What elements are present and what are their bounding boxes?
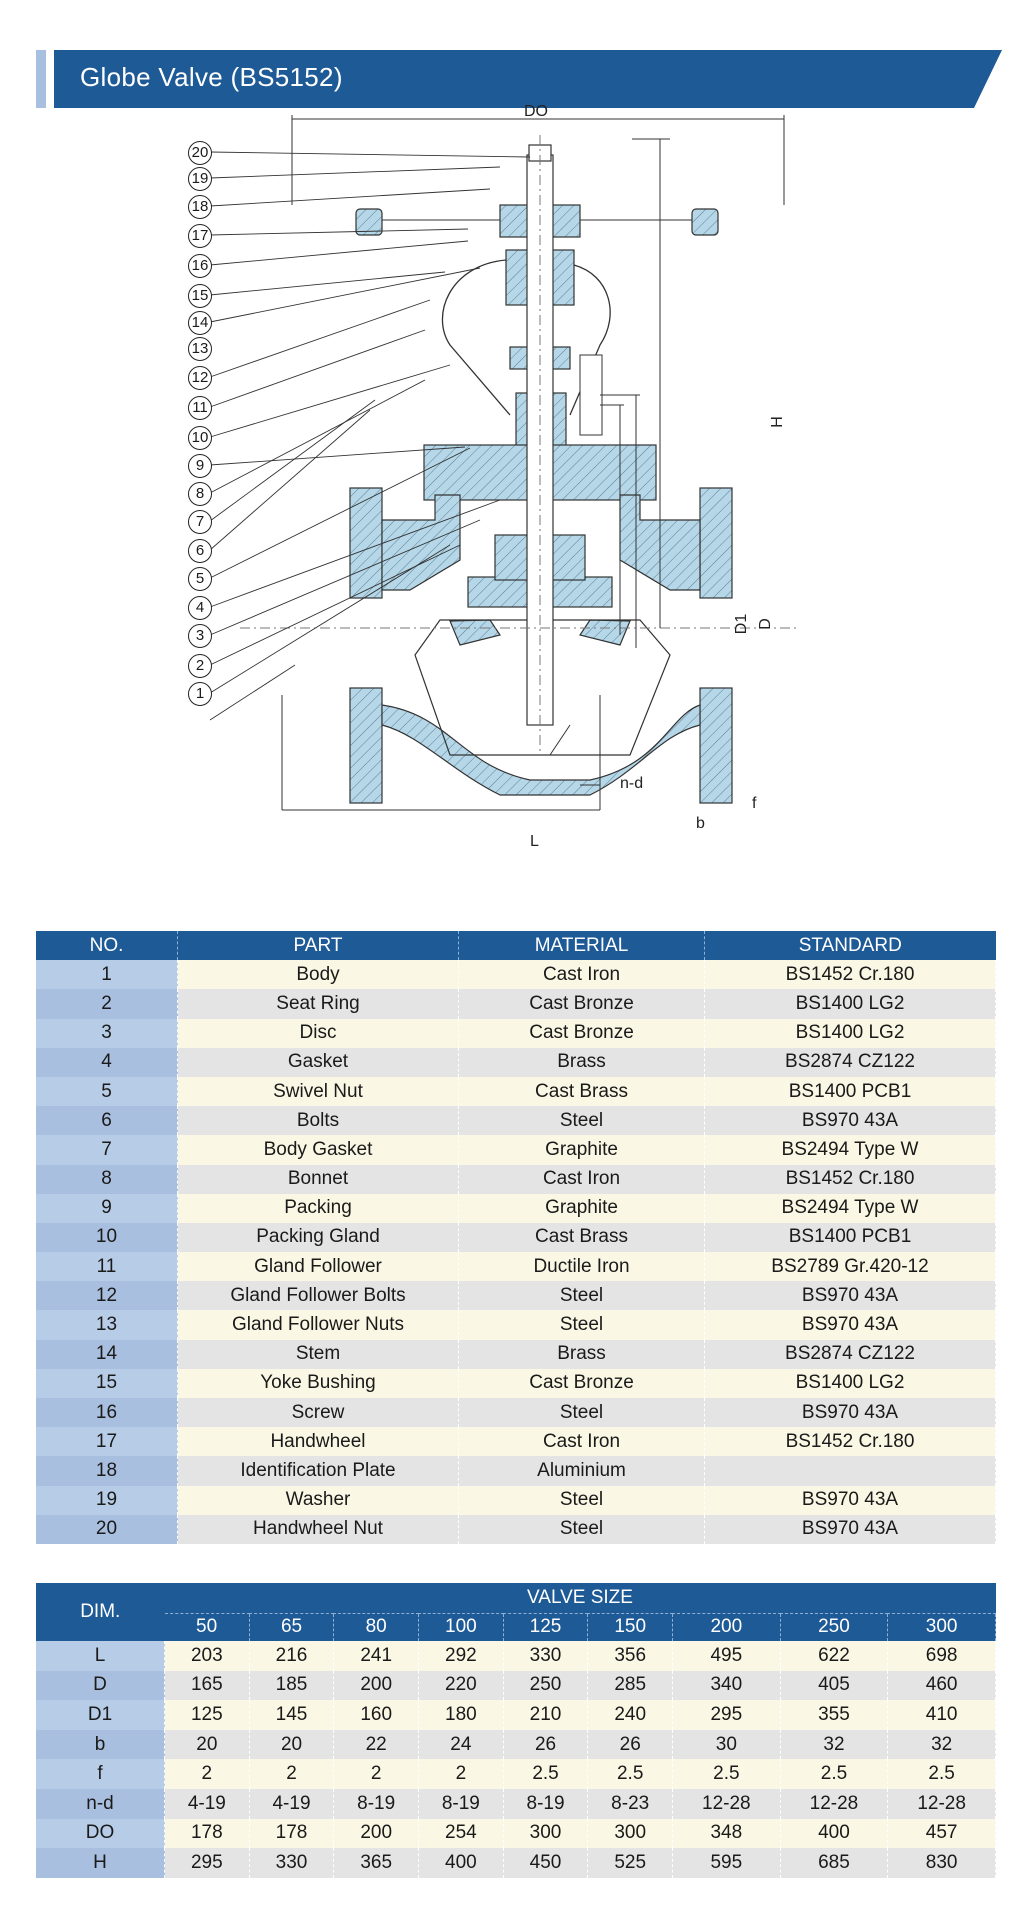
dim-value: 165 xyxy=(165,1671,250,1701)
table-row xyxy=(36,1700,996,1730)
dim-value: 145 xyxy=(249,1700,334,1730)
callout-11: 11 xyxy=(188,396,212,420)
valve-size-header: 100 xyxy=(419,1613,504,1641)
dim-value: 22 xyxy=(334,1730,419,1760)
part-standard: BS970 43A xyxy=(705,1515,996,1544)
dim-value: 4-19 xyxy=(165,1789,250,1819)
part-no: 19 xyxy=(36,1486,178,1515)
callout-15: 15 xyxy=(188,284,212,308)
dim-label-b: b xyxy=(696,815,705,832)
dim-label-f: f xyxy=(752,795,757,812)
part-material: Cast Iron xyxy=(459,1427,705,1456)
part-name: Gland Follower Nuts xyxy=(178,1310,459,1339)
dim-value: 285 xyxy=(588,1671,673,1701)
part-no: 12 xyxy=(36,1281,178,1310)
header-valve-size: VALVE SIZE xyxy=(165,1583,996,1613)
part-standard: BS1452 Cr.180 xyxy=(705,1427,996,1456)
callout-2: 2 xyxy=(188,654,212,678)
part-material: Steel xyxy=(459,1310,705,1339)
callout-4: 4 xyxy=(188,596,212,620)
dim-label: n-d xyxy=(36,1789,165,1819)
dim-value: 450 xyxy=(503,1848,588,1878)
part-standard: BS970 43A xyxy=(705,1310,996,1339)
dim-value: 250 xyxy=(503,1671,588,1701)
callout-1: 1 xyxy=(188,682,212,706)
dim-value: 2 xyxy=(249,1759,334,1789)
valve-size-header: 65 xyxy=(249,1613,334,1641)
table-row xyxy=(36,1848,996,1878)
callout-19: 19 xyxy=(188,167,212,191)
part-no: 16 xyxy=(36,1398,178,1427)
part-no: 17 xyxy=(36,1427,178,1456)
part-no: 14 xyxy=(36,1340,178,1369)
part-standard: BS2494 Type W xyxy=(705,1135,996,1164)
callout-10: 10 xyxy=(188,426,212,450)
part-name: Disc xyxy=(178,1019,459,1048)
part-no: 2 xyxy=(36,989,178,1018)
dim-value: 400 xyxy=(780,1819,888,1849)
part-material: Brass xyxy=(459,1340,705,1369)
dim-value: 356 xyxy=(588,1641,673,1671)
part-standard: BS970 43A xyxy=(705,1281,996,1310)
part-standard xyxy=(705,1456,996,1485)
part-name: Seat Ring xyxy=(178,989,459,1018)
part-name: Body Gasket xyxy=(178,1135,459,1164)
table-row xyxy=(36,1486,996,1515)
sizes-row xyxy=(36,1613,996,1641)
dim-label-l: L xyxy=(530,833,539,850)
table-row xyxy=(36,1165,996,1194)
part-standard: BS2494 Type W xyxy=(705,1194,996,1223)
dim-value: 125 xyxy=(165,1700,250,1730)
callout-5: 5 xyxy=(188,567,212,591)
dim-value: 2 xyxy=(419,1759,504,1789)
table-row xyxy=(36,1427,996,1456)
callout-20: 20 xyxy=(188,141,212,165)
dim-value: 400 xyxy=(419,1848,504,1878)
table-row xyxy=(36,1048,996,1077)
header-standard: STANDARD xyxy=(705,931,996,960)
part-material: Ductile Iron xyxy=(459,1252,705,1281)
dim-label: D1 xyxy=(36,1700,165,1730)
part-material: Cast Bronze xyxy=(459,989,705,1018)
table-row xyxy=(36,1398,996,1427)
dim-value: 180 xyxy=(419,1700,504,1730)
dim-label: DO xyxy=(36,1819,165,1849)
dim-value: 2.5 xyxy=(673,1759,781,1789)
table-row xyxy=(36,1730,996,1760)
part-material: Brass xyxy=(459,1048,705,1077)
dim-value: 20 xyxy=(165,1730,250,1760)
dim-value: 178 xyxy=(249,1819,334,1849)
part-name: Screw xyxy=(178,1398,459,1427)
part-no: 4 xyxy=(36,1048,178,1077)
part-name: Identification Plate xyxy=(178,1456,459,1485)
dim-value: 495 xyxy=(673,1641,781,1671)
table-row xyxy=(36,1194,996,1223)
dim-value: 405 xyxy=(780,1671,888,1701)
dim-value: 4-19 xyxy=(249,1789,334,1819)
dim-value: 460 xyxy=(888,1671,996,1701)
dim-value: 340 xyxy=(673,1671,781,1701)
part-name: Packing xyxy=(178,1194,459,1223)
dim-value: 300 xyxy=(503,1819,588,1849)
table-row xyxy=(36,1456,996,1485)
part-standard: BS2789 Gr.420-12 xyxy=(705,1252,996,1281)
part-no: 7 xyxy=(36,1135,178,1164)
part-no: 9 xyxy=(36,1194,178,1223)
part-name: Handwheel Nut xyxy=(178,1515,459,1544)
callout-14: 14 xyxy=(188,311,212,335)
part-standard: BS1452 Cr.180 xyxy=(705,960,996,989)
part-standard: BS1400 LG2 xyxy=(705,989,996,1018)
part-material: Steel xyxy=(459,1281,705,1310)
dim-label-do: DO xyxy=(524,103,548,120)
part-no: 1 xyxy=(36,960,178,989)
dim-value: 330 xyxy=(249,1848,334,1878)
dim-value: 160 xyxy=(334,1700,419,1730)
table-row xyxy=(36,1671,996,1701)
part-name: Yoke Bushing xyxy=(178,1369,459,1398)
dim-value: 32 xyxy=(780,1730,888,1760)
part-standard: BS1400 LG2 xyxy=(705,1019,996,1048)
table-row xyxy=(36,1223,996,1252)
part-material: Cast Brass xyxy=(459,1077,705,1106)
dim-value: 330 xyxy=(503,1641,588,1671)
dim-value: 2 xyxy=(165,1759,250,1789)
part-no: 15 xyxy=(36,1369,178,1398)
part-material: Steel xyxy=(459,1486,705,1515)
dim-value: 12-28 xyxy=(780,1789,888,1819)
part-name: Washer xyxy=(178,1486,459,1515)
table-row xyxy=(36,960,996,989)
dim-value: 32 xyxy=(888,1730,996,1760)
part-name: Bonnet xyxy=(178,1165,459,1194)
part-no: 8 xyxy=(36,1165,178,1194)
dim-value: 595 xyxy=(673,1848,781,1878)
dim-value: 200 xyxy=(334,1671,419,1701)
dim-value: 12-28 xyxy=(673,1789,781,1819)
part-material: Steel xyxy=(459,1106,705,1135)
part-standard: BS1452 Cr.180 xyxy=(705,1165,996,1194)
dim-value: 26 xyxy=(588,1730,673,1760)
dim-value: 300 xyxy=(588,1819,673,1849)
dim-value: 254 xyxy=(419,1819,504,1849)
callout-18: 18 xyxy=(188,195,212,219)
callout-16: 16 xyxy=(188,254,212,278)
dim-value: 203 xyxy=(165,1641,250,1671)
dim-value: 2.5 xyxy=(503,1759,588,1789)
dims-header-row xyxy=(36,1583,996,1613)
part-material: Aluminium xyxy=(459,1456,705,1485)
part-no: 20 xyxy=(36,1515,178,1544)
callout-9: 9 xyxy=(188,454,212,478)
dim-value: 12-28 xyxy=(888,1789,996,1819)
part-material: Graphite xyxy=(459,1194,705,1223)
header-material: MATERIAL xyxy=(459,931,705,960)
dim-value: 2.5 xyxy=(888,1759,996,1789)
part-no: 5 xyxy=(36,1077,178,1106)
dim-label-nd: n-d xyxy=(620,775,644,792)
dim-value: 8-19 xyxy=(334,1789,419,1819)
dims-body xyxy=(36,1641,996,1878)
dim-value: 830 xyxy=(888,1848,996,1878)
valve-size-header: 125 xyxy=(503,1613,588,1641)
parts-header-row xyxy=(36,931,996,960)
part-no: 6 xyxy=(36,1106,178,1135)
part-name: Gasket xyxy=(178,1048,459,1077)
dim-value: 525 xyxy=(588,1848,673,1878)
callout-6: 6 xyxy=(188,539,212,563)
header-dim: DIM. xyxy=(36,1583,165,1641)
dim-value: 457 xyxy=(888,1819,996,1849)
part-standard: BS970 43A xyxy=(705,1106,996,1135)
callout-17: 17 xyxy=(188,224,212,248)
part-material: Steel xyxy=(459,1515,705,1544)
dim-value: 8-19 xyxy=(419,1789,504,1819)
table-row xyxy=(36,1310,996,1339)
dim-label-d: D xyxy=(756,618,774,630)
dimensions-table xyxy=(36,1583,996,1878)
table-row xyxy=(36,1077,996,1106)
callout-13: 13 xyxy=(188,337,212,361)
part-no: 18 xyxy=(36,1456,178,1485)
table-row xyxy=(36,1515,996,1544)
callout-8: 8 xyxy=(188,482,212,506)
dim-value: 185 xyxy=(249,1671,334,1701)
dim-value: 210 xyxy=(503,1700,588,1730)
part-standard: BS2874 CZ122 xyxy=(705,1340,996,1369)
table-row xyxy=(36,1340,996,1369)
dim-value: 355 xyxy=(780,1700,888,1730)
dim-value: 30 xyxy=(673,1730,781,1760)
dim-value: 26 xyxy=(503,1730,588,1760)
parts-table xyxy=(36,931,996,1544)
part-standard: BS1400 PCB1 xyxy=(705,1223,996,1252)
valve-drawing xyxy=(191,103,820,875)
part-name: Packing Gland xyxy=(178,1223,459,1252)
valve-cross-section xyxy=(200,115,820,875)
dim-value: 365 xyxy=(334,1848,419,1878)
page-title: Globe Valve (BS5152) xyxy=(80,62,343,92)
part-standard: BS1400 LG2 xyxy=(705,1369,996,1398)
part-no: 11 xyxy=(36,1252,178,1281)
part-standard: BS970 43A xyxy=(705,1486,996,1515)
table-row xyxy=(36,1135,996,1164)
dim-label-h: H xyxy=(768,416,786,428)
title-banner xyxy=(36,50,1002,108)
dim-value: 295 xyxy=(673,1700,781,1730)
dim-value: 410 xyxy=(888,1700,996,1730)
part-material: Cast Bronze xyxy=(459,1019,705,1048)
dim-label: f xyxy=(36,1759,165,1789)
part-no: 13 xyxy=(36,1310,178,1339)
part-material: Cast Brass xyxy=(459,1223,705,1252)
dim-value: 240 xyxy=(588,1700,673,1730)
dim-value: 20 xyxy=(249,1730,334,1760)
dim-value: 8-19 xyxy=(503,1789,588,1819)
part-name: Handwheel xyxy=(178,1427,459,1456)
dim-label: D xyxy=(36,1671,165,1701)
part-name: Stem xyxy=(178,1340,459,1369)
part-name: Swivel Nut xyxy=(178,1077,459,1106)
table-row xyxy=(36,1819,996,1849)
dim-label: b xyxy=(36,1730,165,1760)
dim-label: H xyxy=(36,1848,165,1878)
table-row xyxy=(36,1019,996,1048)
dim-value: 2.5 xyxy=(780,1759,888,1789)
dim-label-d1: D1 xyxy=(733,613,751,635)
dim-value: 200 xyxy=(334,1819,419,1849)
dim-value: 698 xyxy=(888,1641,996,1671)
table-row xyxy=(36,1759,996,1789)
dim-value: 24 xyxy=(419,1730,504,1760)
part-standard: BS2874 CZ122 xyxy=(705,1048,996,1077)
header-no: NO. xyxy=(36,931,178,960)
callout-7: 7 xyxy=(188,510,212,534)
part-material: Cast Iron xyxy=(459,1165,705,1194)
callout-3: 3 xyxy=(188,624,212,648)
table-row xyxy=(36,1641,996,1671)
part-material: Graphite xyxy=(459,1135,705,1164)
valve-size-header: 200 xyxy=(673,1613,781,1641)
table-row xyxy=(36,1252,996,1281)
dim-value: 178 xyxy=(165,1819,250,1849)
valve-size-header: 80 xyxy=(334,1613,419,1641)
parts-body xyxy=(36,960,996,1544)
part-standard: BS1400 PCB1 xyxy=(705,1077,996,1106)
dim-value: 241 xyxy=(334,1641,419,1671)
valve-size-header: 50 xyxy=(165,1613,250,1641)
part-no: 3 xyxy=(36,1019,178,1048)
part-name: Gland Follower Bolts xyxy=(178,1281,459,1310)
valve-size-header: 250 xyxy=(780,1613,888,1641)
callout-12: 12 xyxy=(188,366,212,390)
dim-value: 622 xyxy=(780,1641,888,1671)
valve-size-header: 150 xyxy=(588,1613,673,1641)
dim-value: 348 xyxy=(673,1819,781,1849)
valve-size-header: 300 xyxy=(888,1613,996,1641)
dim-value: 8-23 xyxy=(588,1789,673,1819)
part-material: Cast Bronze xyxy=(459,1369,705,1398)
header-part: PART xyxy=(178,931,459,960)
dim-value: 2.5 xyxy=(588,1759,673,1789)
part-material: Cast Iron xyxy=(459,960,705,989)
table-row xyxy=(36,989,996,1018)
table-row xyxy=(36,1369,996,1398)
dim-value: 216 xyxy=(249,1641,334,1671)
table-row xyxy=(36,1789,996,1819)
part-name: Bolts xyxy=(178,1106,459,1135)
part-name: Body xyxy=(178,960,459,989)
part-name: Gland Follower xyxy=(178,1252,459,1281)
table-row xyxy=(36,1281,996,1310)
part-standard: BS970 43A xyxy=(705,1398,996,1427)
dim-value: 295 xyxy=(165,1848,250,1878)
table-row xyxy=(36,1106,996,1135)
dim-value: 2 xyxy=(334,1759,419,1789)
dim-value: 292 xyxy=(419,1641,504,1671)
part-no: 10 xyxy=(36,1223,178,1252)
part-material: Steel xyxy=(459,1398,705,1427)
dim-value: 220 xyxy=(419,1671,504,1701)
dim-value: 685 xyxy=(780,1848,888,1878)
dim-label: L xyxy=(36,1641,165,1671)
